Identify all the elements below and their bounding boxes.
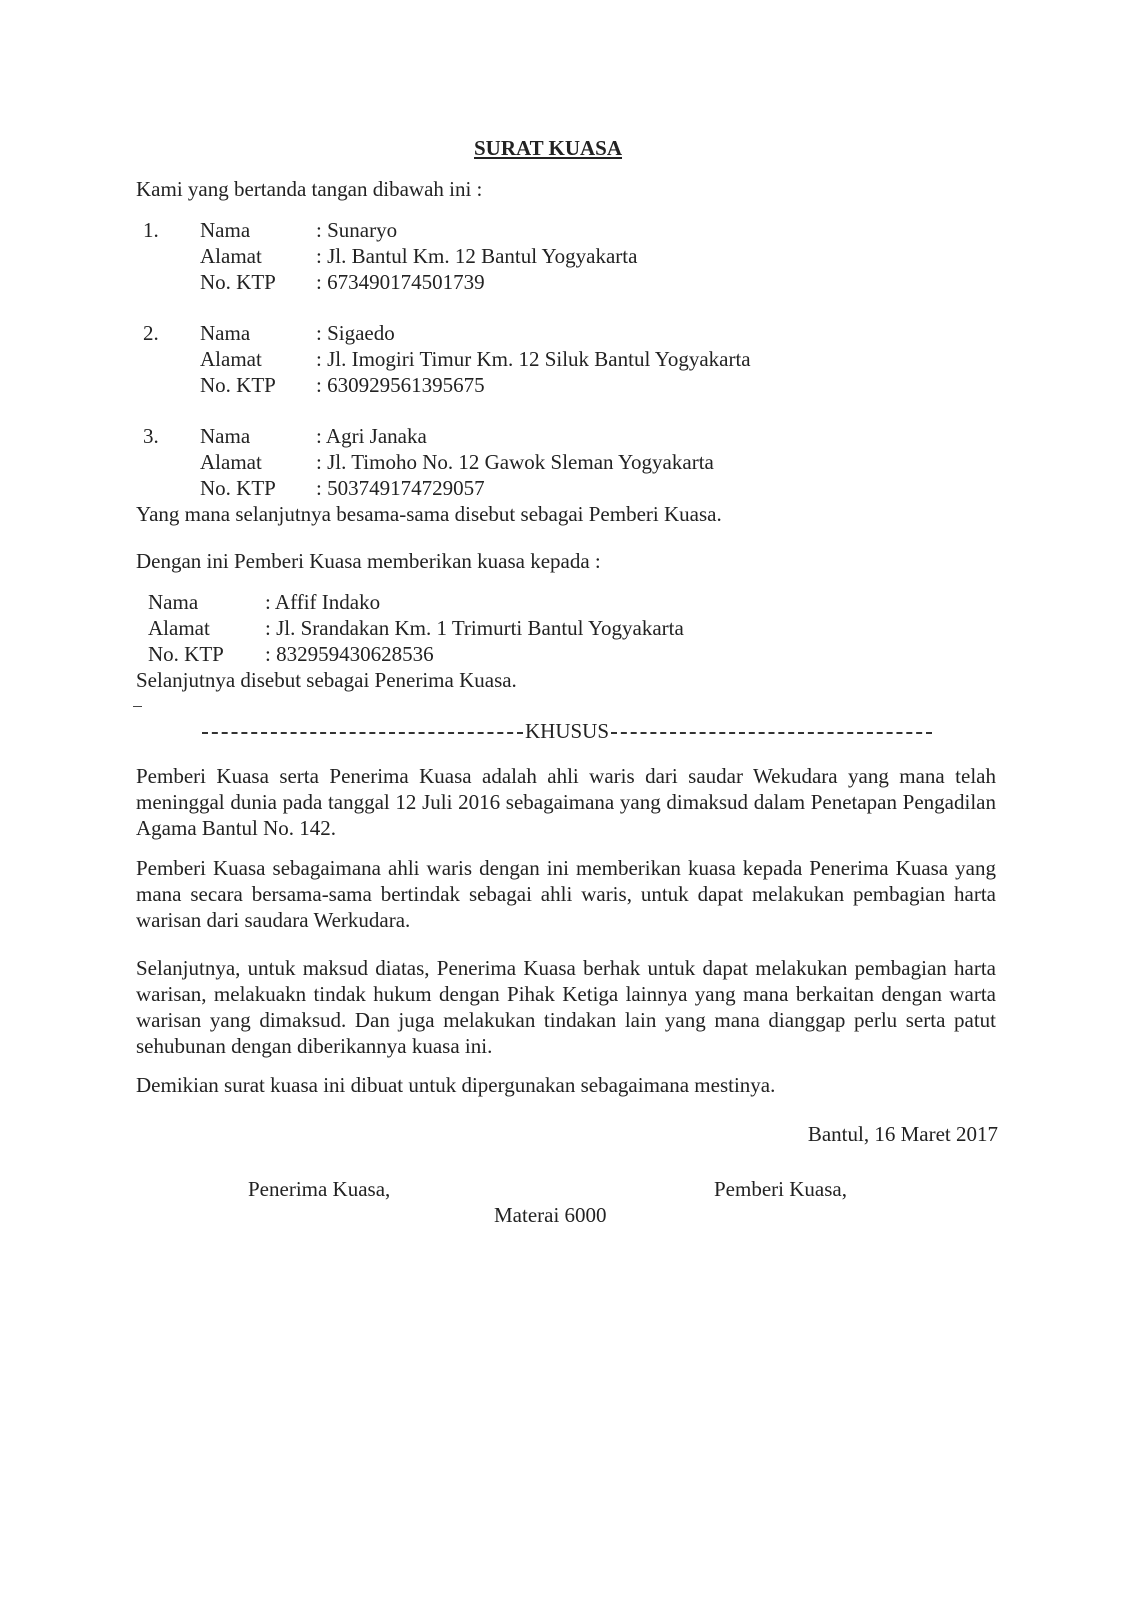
nama-label: Nama [200, 218, 251, 242]
pemberi-note: Yang mana selanjutnya besama-sama disebut sebagai Pemberi Kuasa. [136, 502, 722, 526]
ktp-label: No. KTP [200, 476, 276, 500]
alamat-value: : Jl. Bantul Km. 12 Bantul Yogyakarta [316, 244, 638, 268]
stray-mark [133, 706, 142, 707]
paragraph-4: Demikian surat kuasa ini dibuat untuk dipergunakan sebagaimana mestinya. [136, 1073, 776, 1097]
signature-penerima: Penerima Kuasa, [248, 1177, 391, 1201]
ktp-value: : 503749174729057 [316, 476, 485, 500]
intro-text: Kami yang bertanda tangan dibawah ini : [136, 177, 483, 201]
pemberi-statement: Dengan ini Pemberi Kuasa memberikan kuasa kepada : [136, 549, 601, 573]
entry-number: 2. [143, 321, 159, 345]
alamat-label: Alamat [148, 616, 210, 640]
alamat-label: Alamat [200, 450, 262, 474]
separator-dash-left [202, 732, 523, 734]
khusus-separator [202, 718, 932, 744]
penerima-note: Selanjutnya disebut sebagai Penerima Kuasa. [136, 668, 517, 692]
alamat-label: Alamat [200, 347, 262, 371]
nama-label: Nama [148, 590, 199, 614]
paragraph-2: Pemberi Kuasa sebagaimana ahli waris dengan ini memberikan kuasa kepada Penerima Kuasa yang mana secara bersama-sama bertindak sebagai ahli waris, untuk dapat melakukan pembagian harta warisan dari saudara Werkudara. [136, 856, 996, 932]
nama-value: : Affif Indako [265, 590, 381, 614]
separator-dash-right [611, 732, 932, 734]
nama-value: : Agri Janaka [316, 424, 427, 448]
ktp-label: No. KTP [200, 373, 276, 397]
entry-number: 3. [143, 424, 159, 448]
nama-value: : Sunaryo [316, 218, 398, 242]
place-date: Bantul, 16 Maret 2017 [807, 1122, 998, 1146]
alamat-label: Alamat [200, 244, 262, 268]
ktp-value: : 673490174501739 [316, 270, 485, 294]
document-title: SURAT KUASA [474, 136, 623, 160]
nama-label: Nama [200, 424, 251, 448]
signature-pemberi: Pemberi Kuasa, [714, 1177, 847, 1201]
paragraph-3: Selanjutnya, untuk maksud diatas, Penerima Kuasa berhak untuk dapat melakukan pembagian harta warisan, melakuakn tindak hukum dengan Pihak Ketiga lainnya yang mana berkaitan dengan warta warisan yang dimaksud. Dan juga melakukan tindakan lain yang mana dianggap perlu serta patut sehubunan dengan diberikannya kuasa ini. [136, 956, 996, 1058]
alamat-value: : Jl. Timoho No. 12 Gawok Sleman Yogyakarta [316, 450, 714, 474]
ktp-label: No. KTP [148, 642, 224, 666]
alamat-value: : Jl. Srandakan Km. 1 Trimurti Bantul Yogyakarta [265, 616, 684, 640]
ktp-label: No. KTP [200, 270, 276, 294]
nama-label: Nama [200, 321, 251, 345]
separator-label: KHUSUS [524, 718, 610, 743]
paragraph-1: Pemberi Kuasa serta Penerima Kuasa adalah ahli waris dari saudar Wekudara yang mana telah meninggal dunia pada tanggal 12 Juli 2016 sebagaimana yang dimaksud dalam Penetapan Pengadilan Agama Bantul No. 142. [136, 764, 996, 840]
entry-number: 1. [143, 218, 159, 242]
alamat-value: : Jl. Imogiri Timur Km. 12 Siluk Bantul Yogyakarta [316, 347, 751, 371]
materai-label: Materai 6000 [494, 1203, 607, 1227]
ktp-value: : 630929561395675 [316, 373, 485, 397]
nama-value: : Sigaedo [316, 321, 395, 345]
ktp-value: : 832959430628536 [265, 642, 434, 666]
